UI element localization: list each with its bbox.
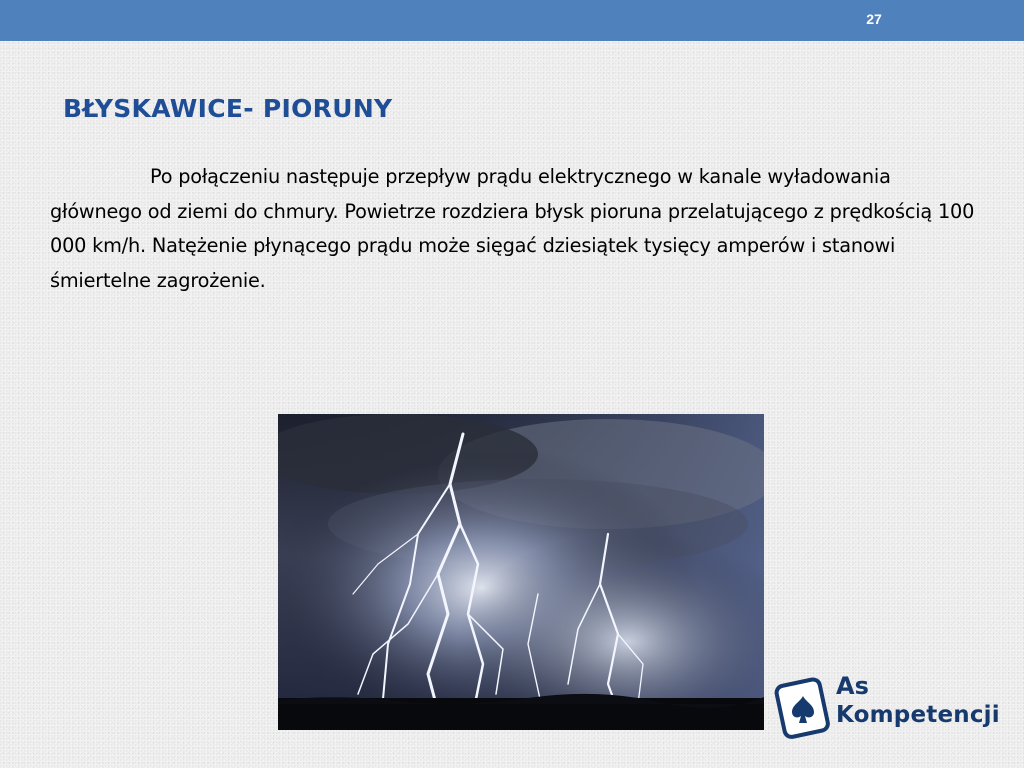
lightning-storm-photo <box>278 414 764 730</box>
logo-line-kompetencji: Kompetencji <box>836 702 1000 728</box>
slide-number: 27 <box>866 11 882 27</box>
slide-title: BŁYSKAWICE- PIORUNY <box>63 94 393 123</box>
slide-body-text: Po połączeniu następuje przepływ prądu elektrycznego w kanale wyładowania głównego od ziemi do chmury. Powietrze rozdziera błysk pioruna przelatującego z prędkością 100 000 km/h. Natężenie płynącego prądu może sięgać dziesiątek tysięcy amperów i stanowi śmiertelne zagrożenie. <box>50 165 975 292</box>
logo-line-as: As <box>836 672 869 700</box>
spade-card-icon <box>770 674 836 740</box>
top-bar <box>0 0 1024 41</box>
as-kompetencji-logo <box>770 672 1000 742</box>
